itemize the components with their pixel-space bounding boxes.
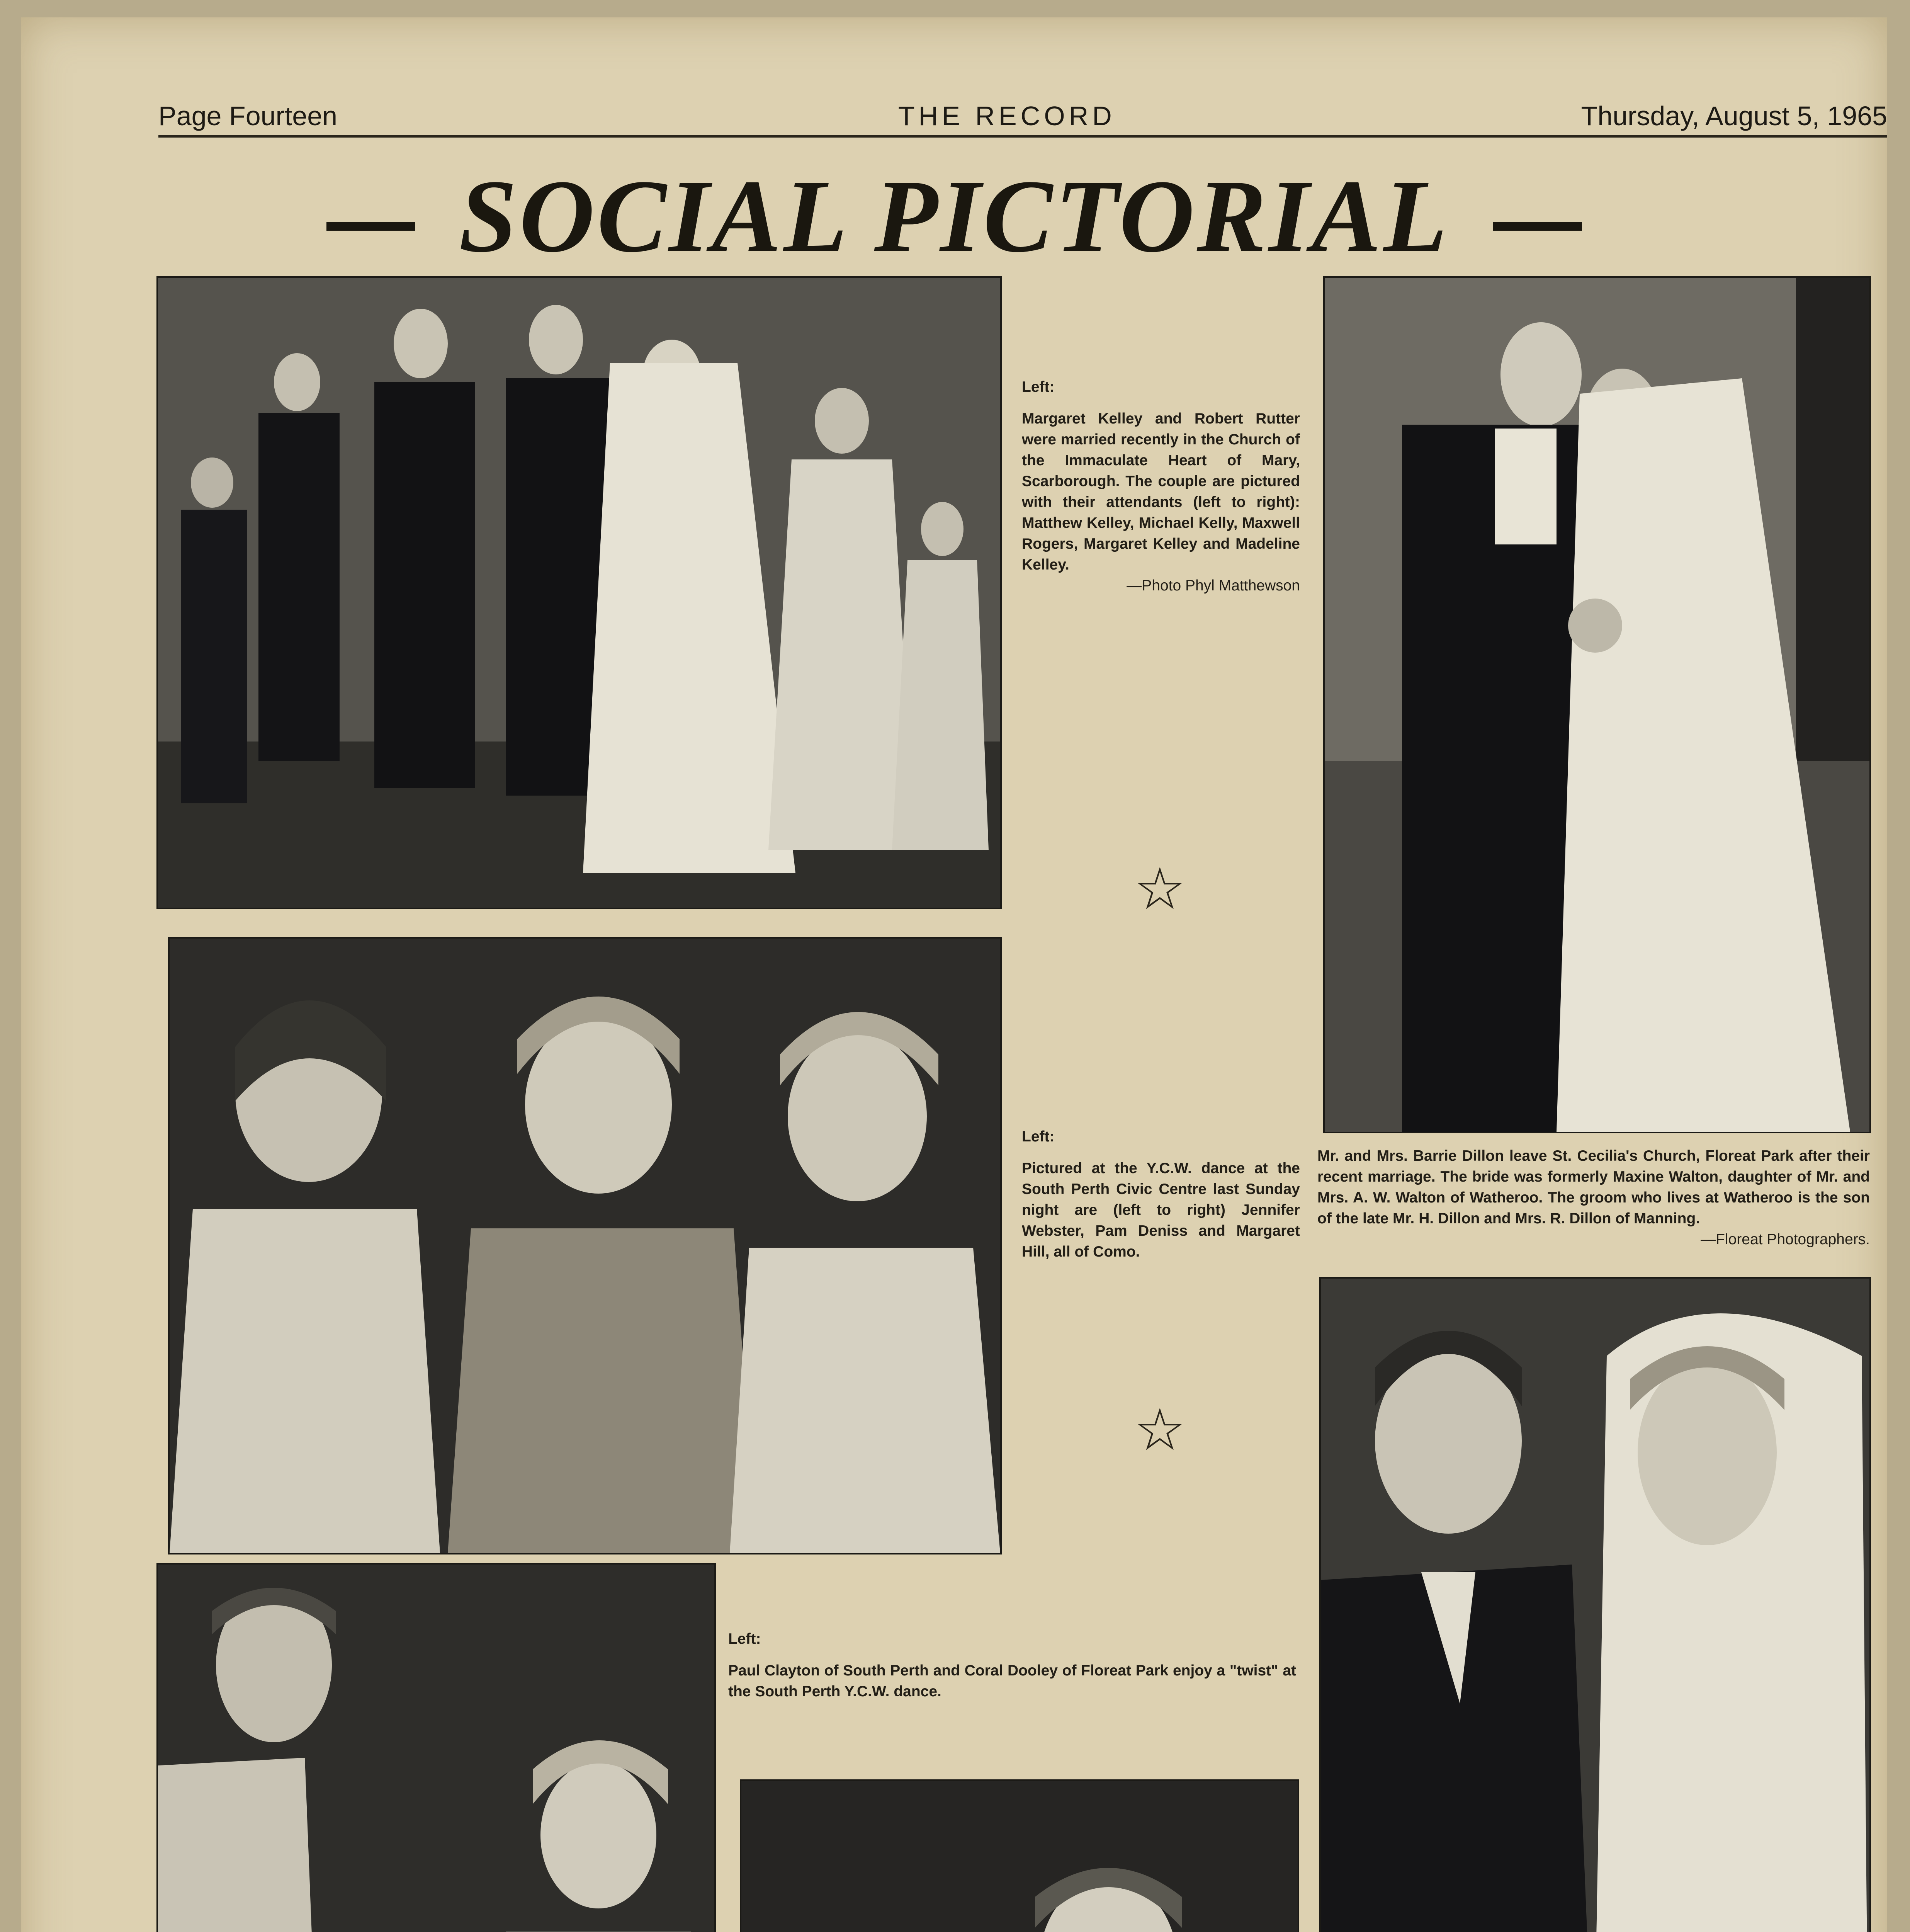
twist-dance-photo: [156, 1563, 716, 1932]
caption-text: Mr. and Mrs. Barrie Dillon leave St. Cecilia's Church, Floreat Park after their recent marriage. The bride was formerly Maxine Walton, daughter of Mr. and Mrs. A. W. Walton of Watheroo. The groom who lives at Watheroo is the son of the late Mr. H. Dillon and Mrs. R. Dillon of Manning.: [1317, 1148, 1870, 1227]
goodlad-wedding-photo: [1319, 1277, 1871, 1932]
page-number: Page Fourteen: [158, 101, 338, 131]
page-title: SOCIAL PICTORIAL: [459, 158, 1450, 274]
dillon-wedding-photo: [1323, 276, 1871, 1133]
title-dash-right: [1493, 222, 1582, 231]
dillon-wedding-caption: [1317, 1146, 1870, 1250]
caption-text: Pictured at the Y.C.W. dance at the South Perth Civic Centre last Sunday night are (left to right) Jennifer Webster, Pam Deniss and Margaret Hill, all of Como.: [1022, 1160, 1300, 1260]
photo-credit: —Floreat Photographers.: [1701, 1231, 1870, 1248]
header-rule: [158, 135, 1887, 138]
star-icon: ☆: [1134, 1397, 1186, 1462]
issue-date: Thursday, August 5, 1965: [1581, 101, 1887, 131]
nicolay-brown-photo: [740, 1779, 1299, 1932]
caption-text: Margaret Kelley and Robert Rutter were married recently in the Church of the Immaculate Heart of Mary, Scarborough. The couple are pictured with their attendants (left to right): Matthew Kelley, Michael Kelly, Maxwell Rogers, Margaret Kelley and Madeline Kelley.: [1022, 410, 1300, 573]
star-icon: ☆: [1134, 856, 1186, 921]
caption-lead: Left:: [1022, 379, 1055, 395]
twist-caption: [728, 1629, 1296, 1702]
ycw-girls-caption: [1022, 1126, 1300, 1262]
newspaper-name: THE RECORD: [898, 101, 1116, 131]
wedding-party-photo: [156, 276, 1002, 909]
kelley-wedding-caption: [1022, 377, 1300, 596]
caption-lead: Left:: [1022, 1128, 1055, 1145]
ycw-girls-photo: [168, 937, 1002, 1554]
caption-text: Paul Clayton of South Perth and Coral Dooley of Floreat Park enjoy a "twist" at the South Perth Y.C.W. dance.: [728, 1662, 1296, 1700]
newspaper-page: [21, 17, 1887, 1932]
photo-credit: —Photo Phyl Matthewson: [1127, 577, 1300, 594]
caption-lead: Left:: [728, 1631, 761, 1647]
